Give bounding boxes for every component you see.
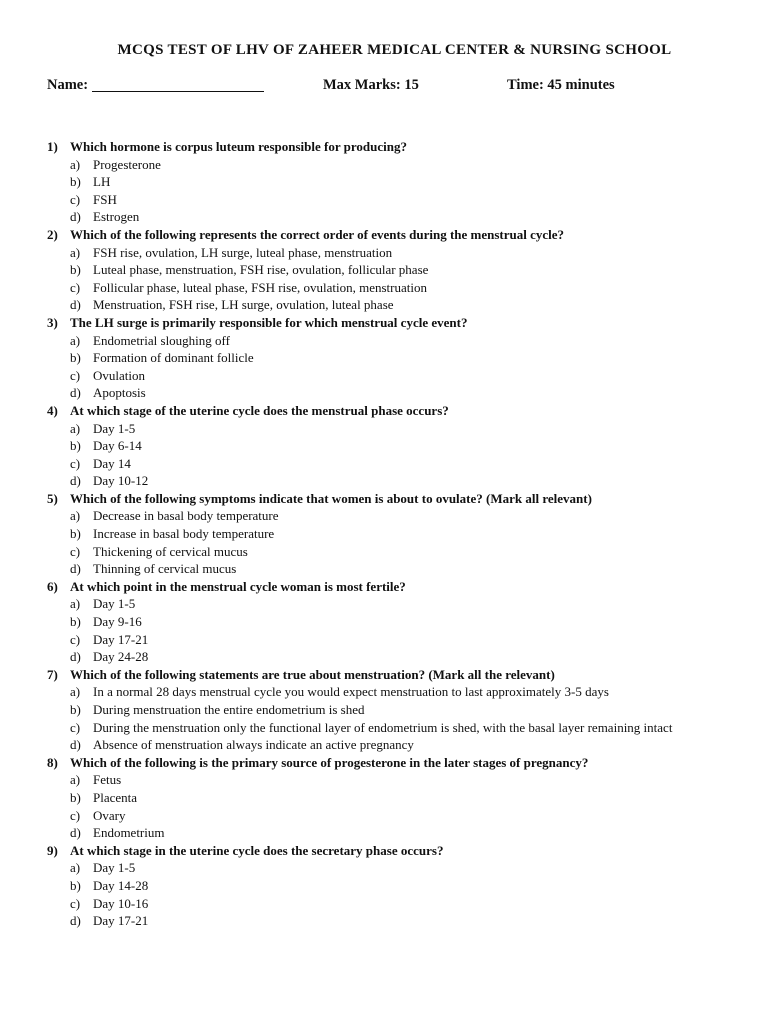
question-item — [47, 226, 728, 314]
answer-option — [70, 789, 728, 807]
question-number: 7) — [47, 666, 58, 682]
option-letter: d) — [70, 737, 81, 753]
name-label: Name: — [47, 77, 89, 93]
answer-option — [70, 613, 728, 631]
question-item — [47, 842, 728, 930]
question-stem — [47, 314, 728, 332]
option-list — [47, 156, 728, 226]
question-item — [47, 402, 728, 490]
answer-option — [70, 824, 728, 842]
option-letter: c) — [70, 279, 81, 295]
question-item — [47, 578, 728, 666]
answer-option — [70, 859, 728, 877]
option-letter: a) — [70, 860, 81, 876]
question-text: Which of the following statements are true about menstruation? (Mark all the relevant) — [70, 666, 555, 682]
option-letter: b) — [70, 350, 81, 366]
answer-option — [70, 595, 728, 613]
option-list — [47, 771, 728, 841]
option-list — [47, 420, 728, 490]
option-letter: c) — [70, 631, 81, 647]
option-text: Endometrium — [93, 825, 165, 841]
option-letter: b) — [70, 877, 81, 893]
option-letter: d) — [70, 385, 81, 401]
answer-option — [70, 701, 728, 719]
answer-option — [70, 455, 728, 473]
option-letter: c) — [70, 543, 81, 559]
answer-option — [70, 279, 728, 297]
option-letter: b) — [70, 262, 81, 278]
option-text: Absence of menstruation always indicate an active pregnancy — [93, 737, 414, 753]
option-text: Thickening of cervical mucus — [93, 543, 248, 559]
option-letter: d) — [70, 913, 81, 929]
answer-option — [70, 173, 728, 191]
question-stem — [47, 138, 728, 156]
option-text: Day 17-21 — [93, 913, 149, 929]
answer-option — [70, 525, 728, 543]
question-number: 2) — [47, 226, 58, 242]
option-text: Day 14 — [93, 455, 131, 471]
option-list — [47, 244, 728, 314]
option-text: Day 6-14 — [93, 438, 142, 454]
time-limit: Time: 45 minutes — [507, 77, 615, 93]
option-text: Endometrial sloughing off — [93, 332, 230, 348]
question-text: Which of the following symptoms indicate that women is about to ovulate? (Mark all relevant) — [70, 490, 592, 506]
option-text: FSH rise, ovulation, LH surge, luteal phase, menstruation — [93, 244, 393, 260]
option-text: Decrease in basal body temperature — [93, 508, 279, 524]
question-text: At which point in the menstrual cycle woman is most fertile? — [70, 578, 406, 594]
option-letter: d) — [70, 473, 81, 489]
option-text: Menstruation, FSH rise, LH surge, ovulation, luteal phase — [93, 297, 394, 313]
question-stem — [47, 226, 728, 244]
question-text: Which of the following represents the correct order of events during the menstrual cycle? — [70, 226, 565, 242]
option-letter: c) — [70, 191, 81, 207]
option-text: Day 14-28 — [93, 877, 149, 893]
question-list — [47, 138, 728, 930]
option-text: During menstruation the entire endometrium is shed — [93, 702, 365, 717]
answer-option — [70, 912, 728, 930]
option-text: Progesterone — [93, 156, 161, 172]
option-text: FSH — [93, 191, 117, 207]
question-stem — [47, 666, 728, 684]
option-letter: b) — [70, 702, 81, 717]
question-item — [47, 666, 728, 754]
option-text: Day 1-5 — [93, 596, 136, 612]
answer-option — [70, 420, 728, 438]
option-text: In a normal 28 days menstrual cycle you would expect menstruation to last approximately 3-5 days — [93, 684, 609, 700]
test-meta — [47, 77, 728, 94]
answer-option — [70, 349, 728, 367]
option-text: Formation of dominant follicle — [93, 350, 254, 366]
question-stem — [47, 754, 728, 772]
option-letter: b) — [70, 438, 81, 454]
option-text: Estrogen — [93, 209, 140, 225]
option-text: Day 10-12 — [93, 473, 149, 489]
answer-option — [70, 736, 728, 754]
question-stem — [47, 578, 728, 596]
option-text: Placenta — [93, 789, 138, 805]
option-letter: c) — [70, 455, 81, 471]
option-letter: c) — [70, 807, 81, 823]
option-letter: b) — [70, 174, 81, 190]
answer-option — [70, 367, 728, 385]
option-text: Day 17-21 — [93, 631, 149, 647]
option-text: Ovary — [93, 807, 126, 823]
option-letter: c) — [70, 367, 81, 383]
question-number: 9) — [47, 842, 58, 858]
option-text: Day 24-28 — [93, 649, 149, 665]
option-list — [47, 595, 728, 665]
answer-option — [70, 807, 728, 825]
page-title: MCQS TEST OF LHV OF ZAHEER MEDICAL CENTER & NURSING SCHOOL — [117, 42, 672, 58]
name-blank-line — [92, 77, 264, 92]
question-text: At which stage of the uterine cycle does the menstrual phase occurs? — [70, 402, 449, 418]
question-stem — [47, 402, 728, 420]
option-text: LH — [93, 174, 111, 190]
answer-option — [70, 560, 728, 578]
option-letter: d) — [70, 297, 81, 313]
question-item — [47, 314, 728, 402]
option-letter: a) — [70, 156, 81, 172]
answer-option — [70, 507, 728, 525]
option-letter: a) — [70, 244, 81, 260]
option-letter: d) — [70, 825, 81, 841]
answer-option — [70, 332, 728, 350]
answer-option — [70, 631, 728, 649]
option-text: Luteal phase, menstruation, FSH rise, ovulation, follicular phase — [93, 262, 429, 278]
option-letter: d) — [70, 649, 81, 665]
option-text: During the menstruation only the functional layer of endometrium is shed, with the basal layer remaining intact — [93, 719, 673, 735]
answer-option — [70, 648, 728, 666]
answer-option — [70, 895, 728, 913]
option-letter: b) — [70, 614, 81, 630]
question-text: The LH surge is primarily responsible for which menstrual cycle event? — [70, 314, 468, 330]
answer-option — [70, 296, 728, 314]
option-letter: c) — [70, 895, 81, 911]
option-text: Ovulation — [93, 367, 145, 383]
question-number: 1) — [47, 139, 58, 154]
option-text: Increase in basal body temperature — [93, 526, 275, 542]
option-letter: a) — [70, 772, 81, 788]
option-letter: d) — [70, 561, 81, 577]
option-letter: a) — [70, 684, 81, 700]
answer-option — [70, 384, 728, 402]
answer-option — [70, 543, 728, 561]
question-text: At which stage in the uterine cycle does the secretary phase occurs? — [70, 842, 444, 858]
option-text: Apoptosis — [93, 385, 146, 401]
option-list — [47, 507, 728, 577]
option-letter: b) — [70, 789, 81, 805]
question-item — [47, 490, 728, 578]
option-letter: b) — [70, 526, 81, 542]
answer-option — [70, 156, 728, 174]
answer-option — [70, 877, 728, 895]
question-number: 4) — [47, 402, 58, 418]
question-stem — [47, 490, 728, 508]
option-text: Day 1-5 — [93, 420, 136, 436]
question-number: 6) — [47, 578, 58, 594]
option-text: Day 9-16 — [93, 614, 142, 630]
option-text: Fetus — [93, 772, 122, 788]
option-letter: a) — [70, 420, 81, 436]
answer-option — [70, 261, 728, 279]
option-letter: a) — [70, 508, 81, 524]
question-text: Which of the following is the primary source of progesterone in the later stages of pregnancy? — [70, 754, 589, 770]
answer-option — [70, 683, 728, 701]
answer-option — [70, 719, 728, 737]
option-letter: a) — [70, 596, 81, 612]
answer-option — [70, 771, 728, 789]
question-number: 8) — [47, 754, 58, 770]
answer-option — [70, 191, 728, 209]
max-marks: Max Marks: 15 — [323, 77, 419, 93]
answer-option — [70, 437, 728, 455]
answer-option — [70, 208, 728, 226]
question-item — [47, 754, 728, 842]
answer-option — [70, 472, 728, 490]
question-text: Which hormone is corpus luteum responsible for producing? — [70, 139, 407, 154]
option-text: Thinning of cervical mucus — [93, 561, 237, 577]
question-number: 5) — [47, 490, 58, 506]
option-list — [47, 859, 728, 929]
answer-option — [70, 244, 728, 262]
question-stem — [47, 842, 728, 860]
option-letter: c) — [70, 719, 81, 735]
option-letter: a) — [70, 332, 81, 348]
option-text: Day 1-5 — [93, 860, 136, 876]
option-letter: d) — [70, 209, 81, 225]
question-item — [47, 138, 728, 226]
option-text: Day 10-16 — [93, 895, 149, 911]
name-field — [47, 77, 323, 94]
option-list — [47, 332, 728, 402]
question-number: 3) — [47, 314, 58, 330]
option-list — [47, 683, 728, 753]
option-text: Follicular phase, luteal phase, FSH rise, ovulation, menstruation — [93, 279, 427, 295]
